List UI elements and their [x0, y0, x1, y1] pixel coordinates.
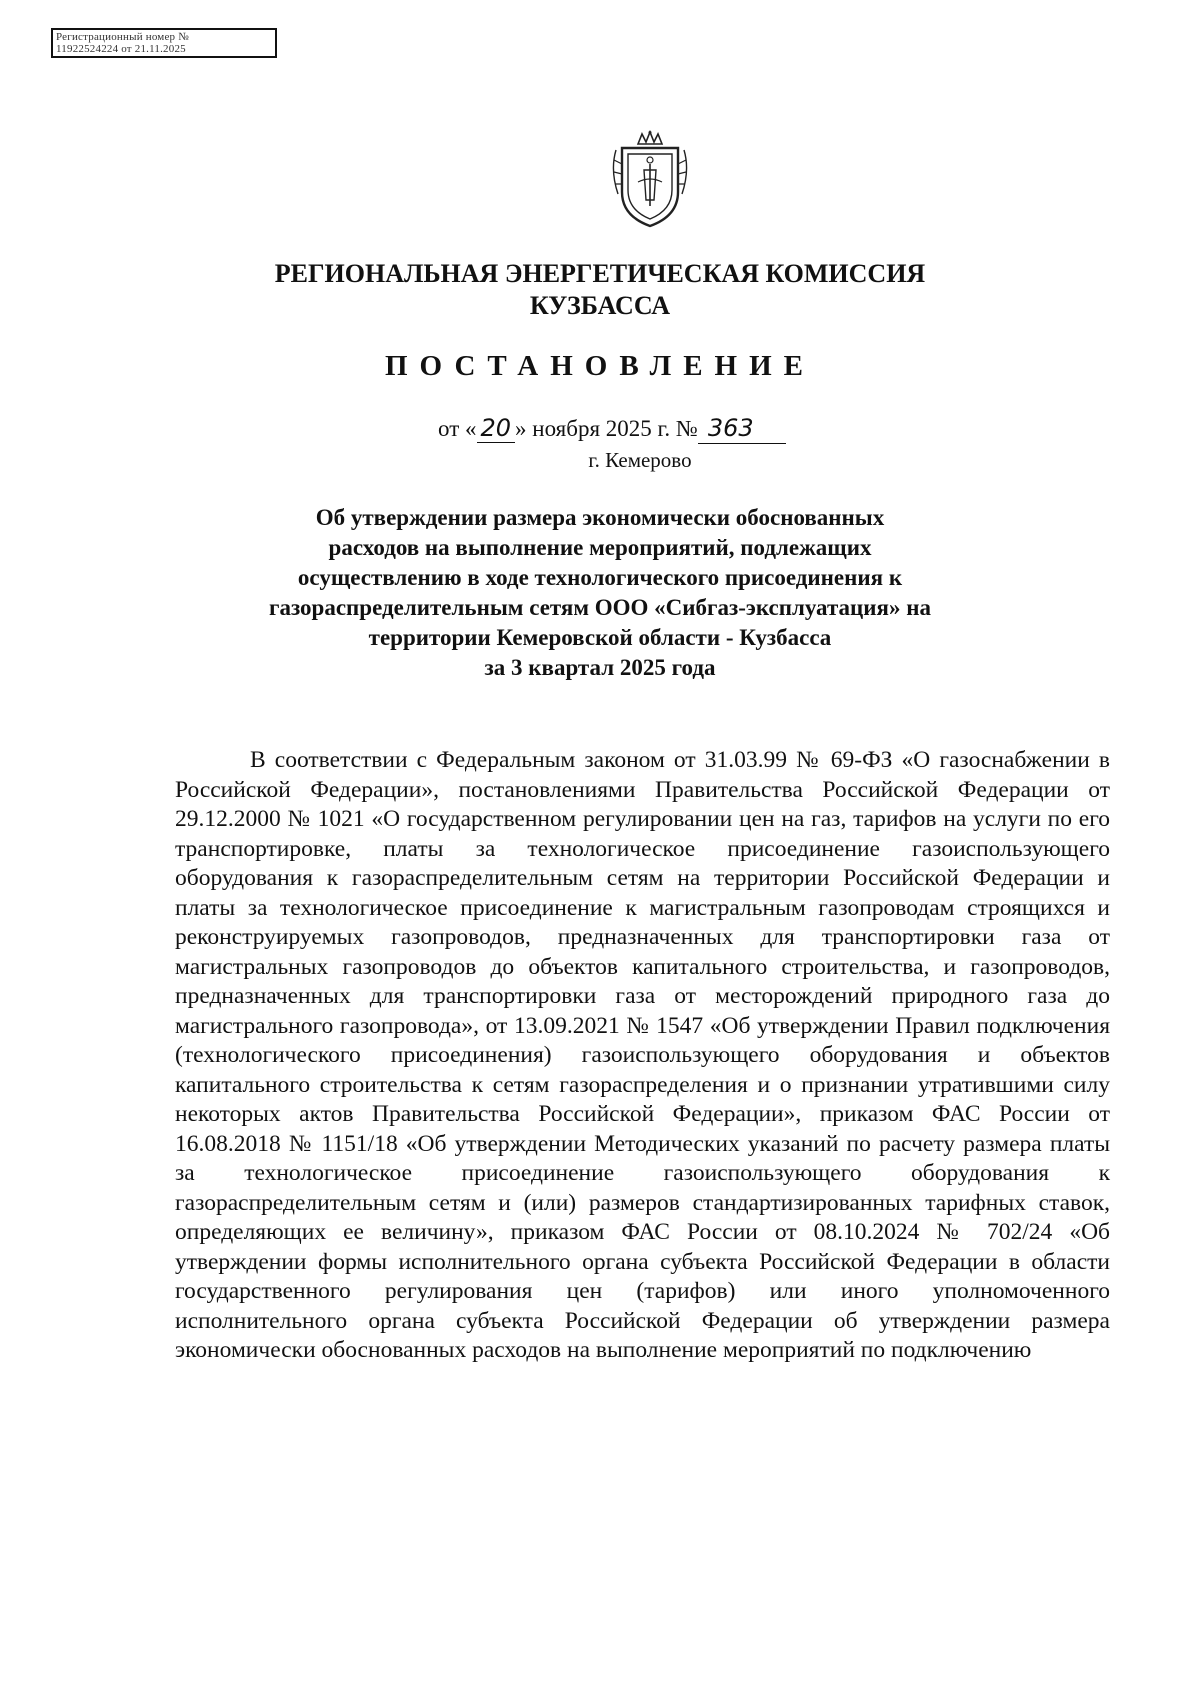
subject-line: территории Кемеровской области - Кузбасса: [368, 625, 832, 650]
issuer-organization: [180, 258, 1020, 322]
date-middle: » ноября 2025 г. №: [515, 416, 698, 441]
city-label: г. Кемерово: [588, 448, 692, 472]
subject-line: за 3 квартал 2025 года: [484, 655, 716, 680]
subject-line: расходов на выполнение мероприятий, подлежащих: [328, 535, 872, 560]
handwritten-day: 20: [477, 414, 516, 443]
registration-stamp: [51, 28, 277, 58]
org-line-2: КУЗБАССА: [529, 291, 671, 320]
handwritten-number: 363: [707, 414, 754, 442]
coat-of-arms-icon: [608, 130, 692, 230]
stamp-line-1: Регистрационный номер №: [56, 31, 189, 43]
document-type-title: ПОСТАНОВЛЕНИЕ: [384, 350, 815, 382]
subject-line: осуществлению в ходе технологического присоединения к: [297, 565, 903, 590]
date-number-line: [438, 414, 858, 444]
stamp-line-2: 11922524224 от 21.11.2025: [56, 43, 186, 55]
body-paragraph: В соответствии с Федеральным законом от 31.03.99 № 69-ФЗ «О газоснабжении в Российской Федерации», постановлениями Правительства Российской Федерации от 29.12.2000 № 1021 «О государственном регулировании цен на газ, тарифов на услуги по его транспортировке, платы за технологическое присоединение газоиспользующего оборудования к газораспределительным сетям на территории Российской Федерации и платы за технологическое присоединение к магистральным газопроводам строящихся и реконструируемых газопроводов, предназначенных для транспортировки газа от магистральных газопроводов до объектов капитального строительства, и газопроводов, предназначенных для транспортировки газа от месторождений природного газа до магистрального газопровода», от 13.09.2021 № 1547 «Об утверждении Правил подключения (технологического присоединения) газоиспользующего оборудования и объектов капитального строительства к сетям газораспределения и о признании утратившими силу некоторых актов Правительства Российской Федерации», приказом ФАС России от 16.08.2018 № 1151/18 «Об утверждении Методических указаний по расчету размера платы за технологическое присоединение газоиспользующего оборудования к газораспределительным сетям и (или) размеров стандартизированных тарифных ставок, определяющих ее величину», приказом ФАС России от 08.10.2024 № 702/24 «Об утверждении формы исполнительного органа субъекта Российской Федерации в области государственного регулирования цен (тарифов) или иного уполномоченного исполнительного органа субъекта Российской Федерации об утверждении размера экономически обоснованных расходов на выполнение мероприятий по подключению: [175, 747, 1110, 1363]
subject-line: газораспределительным сетям ООО «Сибгаз-эксплуатация» на: [269, 595, 931, 620]
document-subject: [180, 503, 1020, 683]
org-line-1: РЕГИОНАЛЬНАЯ ЭНЕРГЕТИЧЕСКАЯ КОМИССИЯ: [274, 259, 926, 288]
subject-line: Об утверждении размера экономически обоснованных: [315, 505, 885, 530]
date-prefix: от «: [438, 416, 477, 441]
